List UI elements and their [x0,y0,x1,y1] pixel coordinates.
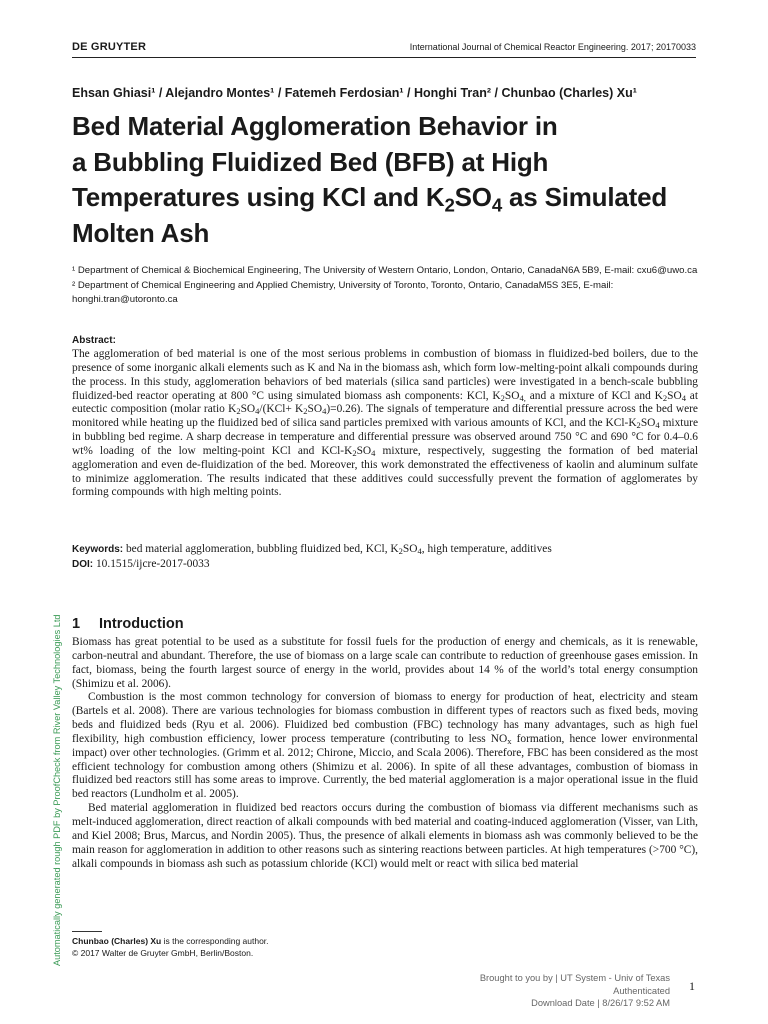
intro-paragraph-2: Combustion is the most common technology for conversion of biomass to energy for production of heat, electricity and steam (Bartels et al. 2008). There are various technologies for biomass combustion in different types of reactors such as fixed beds, moving beds and fluidized beds (Ryu et al. 2006). Fluidized bed combustion (FBC) technology has many advantages, such as high fuel flexibility, high combustion efficiency, lower process temperature (contributing to less $NO_x$ formation, hence lower environmental impact) over other technologies. (Grimm et al. 2012; Chirone, Miccio, and Scala 2006). Therefore, FBC has been considered as the most efficient technology for combustion among others (Shimizu et al. 2006). In spite of all these advantages, combustion of biomass in fluidized bed reactors still has some areas to improve. Currently, the bed material agglomeration is a major operational issue in the fluid bed reactors (Lundholm et al. 2005). [72,691,698,801]
journal-citation: International Journal of Chemical Reactor Engineering. 2017; 20170033 [409,42,696,52]
abstract-text: The agglomeration of bed material is one of the most serious problems in combustion of biomass in fluidized-bed boilers, due to the presence of some inorganic alkali elements such as K and Na in the biomass ash, which form low-melting-point alkali compounds during the process. In this study, agglomeration behaviors of bed materials (silica sand particles) were investigated in a bench-scale bubbling fluidized-bed reactor operating at 800 °C using simulated biomass ash components: KCl, $K_2SO_{4,}$ and a mixture of KCl and $K_2SO_4$ at eutectic composition (molar ratio $K_2SO_4/(KCl+ K_2SO_4)=0.26$). The signals of temperature and differential pressure across the bed were monitored while heating up the fluidized bed of silica sand particles premixed with various amounts of KCl, and the KCl-$K_2SO_4$ mixture in bubbling bed regime. A sharp decrease in temperature and differential pressure was observed around 750 °C and 690 °C for 0.4–0.6 wt% loading of the low melting-point KCl and KCl-$K_2SO_4$ mixture, respectively, suggesting the formation of bed material agglomeration and even de-fluidization of the bed. Moreover, this work demonstrated the effectiveness of kaolin and aluminum sulfate to minimize agglomeration. The results indicated that these additives could successfully prevent the formation of agglomerates by forming compounds with high melting points. [72,348,699,499]
affiliation-1: ¹ Department of Chemical & Biochemical Engineering, The University of Western Ontario, London, Ontario, CanadaN6A 5B9, E-mail: cxu6@uwo.ca [72,265,698,276]
paper-title [72,109,712,251]
title-line-4: Molten Ash [72,217,210,248]
title-line-1: Bed Material Agglomeration Behavior in [72,111,558,141]
footnote [72,935,269,959]
section-number: 1 [72,616,81,632]
doi-line [72,557,698,572]
keywords-line: Keywords: bed material agglomeration, bubbling fluidized bed, KCl, $K_2SO_4$, high temperature, additives [72,543,552,557]
abstract-heading: Abstract: [72,335,116,346]
keywords-label: Keywords: [72,544,124,555]
header-divider [72,57,696,58]
download-info: Brought to you by | UT System - Univ of Texas Authenticated Download Date | 8/26/17 9:52 AM [479,973,670,1009]
abstract-section [72,335,698,500]
footnote-divider [72,931,102,932]
introduction-body [72,636,698,871]
proof-watermark: Automatically generated rough PDF by ProofCheck from River Valley Technologies Ltd [52,614,62,966]
intro-paragraph-3: Bed material agglomeration in fluidized bed reactors occurs during the combustion of biomass via different mechanisms such as melt-induced agglomeration, direct reaction of alkali compounds with bed material and coating-induced agglomeration (Visser, van Lith, and Kiel 2008; Brus, Marcus, and Nordin 2005). Thus, the presence of alkali elements in biomass ash was commonly believed to be the main reason for agglomeration in addition to other reasons such as sintering reactions between particles. At high temperatures (>700 °C), alkali compounds in biomass ash such as potassium chloride (KCl) would melt or react with silica bed material [72,802,698,870]
doi-link[interactable]: 10.1515/ijcre-2017-0033 [93,558,210,570]
section-heading: Introduction [99,616,184,632]
author-list: Ehsan Ghiasi¹ / Alejandro Montes¹ / Fatemeh Ferdosian¹ / Honghi Tran² / Chunbao (Charles) Xu¹ [72,86,637,100]
affiliations [72,264,698,308]
doi-label: DOI: [72,559,94,570]
title-line-3: Temperatures using KCl and $K_2SO_4$ as Simulated [72,182,668,216]
intro-paragraph-1: Biomass has great potential to be used as a substitute for fossil fuels for the production of energy and chemicals, as it is renewable, carbon-neutral and abundant. Therefore, the use of biomass on a large scale can contribute to reduction of greenhouse gases emission. In fact, biomass, being the fourth largest source of energy in the world, provides about 14 % of the world’s total energy consumption (Shimizu et al. 2006). [72,636,698,690]
corresponding-author-note: Chunbao (Charles) Xu is the corresponding author. [72,936,269,946]
publisher-name: DE GRUYTER [72,41,147,53]
copyright-note: © 2017 Walter de Gruyter GmbH, Berlin/Boston. [72,948,254,959]
page-number: 1 [689,979,695,993]
affiliation-2: ² Department of Chemical Engineering and Applied Chemistry, University of Toronto, Toronto, Ontario, CanadaM5S 3E5, E-mail: honghi.tran@utoronto.ca [72,279,614,306]
title-line-2: a Bubbling Fluidized Bed (BFB) at High [72,146,549,177]
